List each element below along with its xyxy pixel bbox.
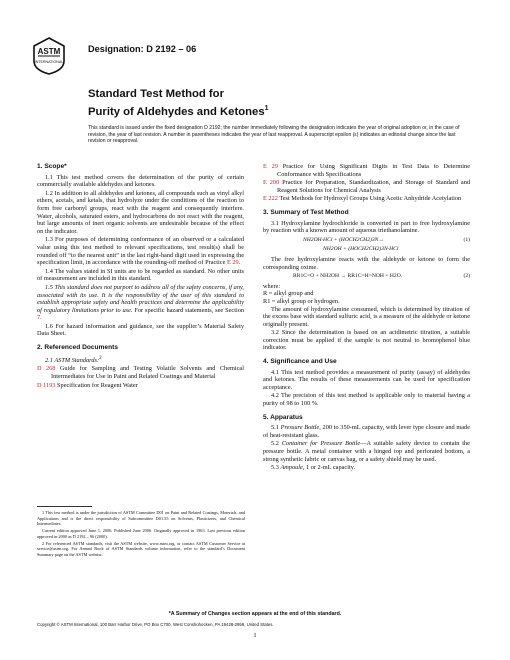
reference-text: Test Methods for Hydroxyl Groups Using Acetic Anhydride Acetylation (277, 195, 462, 203)
page-number: 1 (253, 632, 257, 639)
p5-2-italic: Container for Pressure Bottle (281, 440, 361, 448)
paragraph-1-6: 1.6 For hazard information and guidance, see the supplier’s Material Safety Data Sheet. (37, 322, 244, 338)
reference-text: Guide for Sampling and Testing Volatile Solvents and Chemical Intermediates for Use in Paint and Related Coatings and Material (51, 365, 244, 380)
p2-1-text: 2.1 ASTM Standards: (45, 356, 100, 364)
equation-1 (263, 237, 470, 245)
left-column (37, 163, 244, 390)
p1-5-italic: 1.5 This standard does not purport to address all of the safety concerns, if any, associated with its use. It is the responsibility of the user of this standard to establish appropriate safety and health practices and determine the applicability of regulatory limitations prior to use. (37, 283, 244, 314)
reference-text: Practice for Preparation, Standardization, and Storage of Standard and Reagent Solutions for Chemical Analysis (277, 179, 470, 194)
equation-2-text: RR1C=O + NH2OH → RR1C=H=NOH + H2O. (293, 273, 403, 280)
reference-text: Specification for Reagent Water (55, 381, 138, 389)
reference-item (263, 195, 470, 203)
paragraph-3-1: 3.1 Hydroxylamine hydrochloride is converted in part to free hydroxylamine by reaction with a known amount of aqueous triethanolamine. (263, 219, 470, 235)
significance-heading: 4. Significance and Use (263, 358, 337, 366)
designation: Designation: D 2192 – 06 (88, 44, 197, 54)
equation-1-continued (263, 246, 470, 254)
summary-heading: 3. Summary of Test Method (263, 208, 349, 216)
p5-1-text: , 200 to 350-mL capacity, with lever type closure and made of heat-resistant glass. (263, 424, 470, 439)
equation-2-number: (2) (463, 273, 470, 280)
document-title (88, 88, 388, 119)
title-line-1: Standard Test Method for (88, 88, 224, 100)
paragraph-1-4: 1.4 The values stated in SI units are to be regarded as standard. No other units of measurement are included in this standard. (37, 267, 244, 283)
standard-note: This standard is issued under the fixed designation D 2192; the number immediately following the designation indicates the year of original adoption or, in the case of revision, the year of last revision. A number in parentheses indicates the year of last reapproval. A superscript epsilon (ε) indicates an editorial change since the last revision or reapproval. (88, 125, 460, 145)
p5-3-italic: Ampoule (280, 464, 303, 472)
link-e200[interactable]: E 200 (263, 179, 280, 187)
reference-item (37, 382, 244, 390)
link-e222[interactable]: E 222 (263, 195, 278, 203)
title-footnote-mark: 1 (264, 104, 269, 112)
p5-1-italic: Pressure Bottle (280, 424, 320, 432)
where-block (263, 283, 470, 306)
p5-1-num: 5.1 (271, 424, 281, 432)
referenced-documents-heading: 2. Referenced Documents (37, 344, 118, 352)
paragraph-3-free: The free hydroxylamine reacts with the aldehyde or ketone to form the corresponding oxime. (263, 255, 470, 271)
paragraph-3-amount: The amount of hydroxylamine consumed, which is determined by titration of the excess base with standard sulfuric acid, is a measure of the aldehyde or ketone originally present. (263, 305, 470, 328)
svg-text:INTERNATIONAL: INTERNATIONAL (34, 60, 64, 64)
paragraph-5-2 (263, 440, 470, 463)
title-line-2 (88, 102, 388, 119)
paragraph-1-5 (37, 284, 244, 322)
p5-3-text: , 1 or 2-mL capacity. (302, 464, 356, 472)
where-label: where: (263, 282, 281, 290)
p5-2-text: —A suitable safety device to contain the pressure bottle. A metal container with a hinged top and perforated bottom, a strong synthetic fabric or canvas bag, or a safety shield may be used. (263, 440, 470, 463)
p1-3-end: . (238, 259, 241, 267)
reference-item (37, 365, 244, 380)
p1-3-text: 1.3 For purposes of determining conformance of an observed or a calculated value using this test method to relevant specifications, test result(s) shall be rounded off “to the nearest unit” in the last right-hand digit used in expressing the specification limit, in accordance with the rounding-off method of Practice (37, 236, 244, 267)
paragraph-1-3 (37, 236, 244, 266)
footnote-1: 1 This test method is under the jurisdiction of ASTM Committee D01 on Paint and Related Coatings, Materials, and Applications and is the direct responsibility of Subcommittee D01.35 on Solvents, Plasticizers, and Chemical Intermediates. (37, 510, 245, 526)
svg-text:ASTM: ASTM (37, 47, 61, 56)
copyright: Copyright © ASTM International, 100 Barr Harbor Drive, PO Box C700, West Conshohocken, PA 19428-2959, United States. (37, 622, 274, 627)
paragraph-3-2: 3.2 Since the determination is based on an acidimetric titration, a suitable correction must be applied if the sample is not neutral to bromophenol blue indicator. (263, 329, 470, 352)
link-e29[interactable]: E 29 (226, 259, 239, 267)
p1-5-end: . (40, 314, 42, 322)
reference-item (263, 163, 470, 178)
link-d1193[interactable]: D 1193 (37, 381, 56, 389)
footnote-divider (37, 506, 92, 507)
astm-logo-icon (32, 37, 66, 75)
equation-1-lhs: NH2OH·HCl + (HOCH2CH2)3N→ (303, 236, 385, 243)
scope-heading: 1. Scope* (37, 163, 67, 170)
reference-item (263, 179, 470, 194)
footnotes (37, 510, 245, 559)
p5-2-num: 5.2 (271, 440, 282, 448)
equation-2 (263, 273, 470, 281)
paragraph-4-2: 4.2 The precision of this test method is applicable only to material having a purity of 98 to 100 %. (263, 392, 470, 408)
where-r: R = alkyl group and (263, 290, 314, 298)
summary-of-changes-note: *A Summary of Changes section appears at the end of this standard. (168, 611, 342, 617)
link-section-7[interactable]: 7 (37, 314, 41, 322)
p1-5-text: For specific hazard statements, see Section (132, 306, 245, 314)
p5-3-num: 5.3 (271, 464, 281, 472)
title-text: Purity of Aldehydes and Ketones (88, 105, 265, 118)
apparatus-heading: 5. Apparatus (263, 413, 303, 421)
paragraph-1-1: 1.1 This test method covers the determination of the purity of certain commercially available aldehydes and ketones. (37, 173, 244, 189)
equation-1-rhs: NH2OH + (HOCH2CH2)3N·HCl (323, 246, 399, 253)
footnote-1b: Current edition approved June 1, 2006. Published June 2006. Originally approved in 1963. Last previous edition approved in 2000 as D 2192 – 96 (2000). (37, 528, 245, 539)
paragraph-2-1 (37, 355, 244, 365)
link-e29[interactable]: E 29 (263, 163, 278, 170)
link-d268[interactable]: D 268 (37, 365, 56, 373)
reference-text: Practice for Using Significant Digits in Test Data to Determine Conformance with Specifications (277, 163, 471, 178)
paragraph-5-1 (263, 424, 470, 439)
right-column (263, 163, 470, 473)
paragraph-1-2: 1.2 In addition to all aldehydes and ketones, all compounds such as vinyl alkyl ethers, acetals, and ketals, that hydrolyze under the conditions of the reaction to form free carbonyl groups, react with the reagent and consequently interfere. Water, alcohols, saturated esters, and hydrocarbons do not react with the reagent, but large amounts of inert organic solvents are undesirable because of the effect on the indicator. (37, 189, 244, 235)
equation-1-number: (1) (463, 236, 470, 243)
p2-1-sup: 2 (99, 354, 102, 361)
paragraph-5-3 (263, 464, 470, 472)
paragraph-4-1: 4.1 This test method provides a measurement of purity (assay) of aldehydes and ketones. The results of these measurements can be used for specification acceptance. (263, 368, 470, 391)
where-r1: R1 = alkyl group or hydrogen. (263, 297, 340, 305)
footnote-2: 2 For referenced ASTM standards, visit the ASTM website, www.astm.org, or contact ASTM Customer Service at service@astm.org. For Annual Book of ASTM Standards volume information, refer to the standard’s Document Summary page on the ASTM website. (37, 540, 245, 557)
